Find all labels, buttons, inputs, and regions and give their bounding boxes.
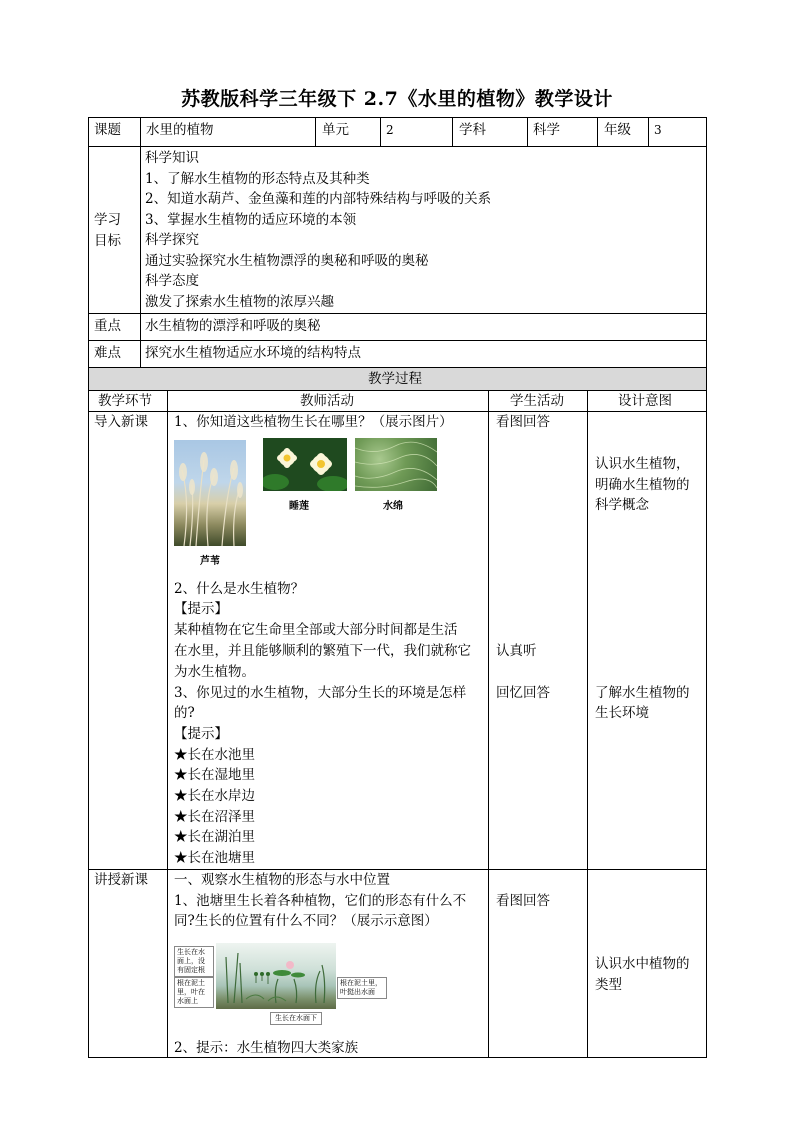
diagram-label-floating: 生长在水面上，没有固定根 [174, 946, 214, 977]
column-header-stage: 教学环节 [98, 393, 152, 409]
rule [587, 390, 588, 1058]
rule [140, 117, 141, 368]
column-header-intent: 设计意图 [618, 393, 672, 409]
definition-line: 为水生植物。 [174, 664, 255, 680]
student-activity: 认真听 [496, 643, 537, 659]
stage-teach: 讲授新课 [94, 872, 148, 888]
place-item: ★长在水岸边 [174, 788, 255, 804]
spirogyra-caption: 水绵 [383, 501, 403, 512]
design-intent: 了解水生植物的 [595, 685, 690, 701]
intro-question-3: 的? [174, 705, 195, 721]
rule [88, 117, 89, 1058]
place-item: ★长在沼泽里 [174, 809, 255, 825]
goals-label: 学习 [94, 212, 121, 228]
definition-line: 在水里，并且能够顺利的繁殖下一代，我们就称它 [174, 643, 471, 659]
place-item: ★长在湿地里 [174, 767, 255, 783]
definition-line: 某种植物在它生命里全部或大部分时间都是生活 [174, 622, 458, 638]
goal-line: 科学知识 [145, 150, 199, 166]
rule [88, 313, 707, 314]
goal-line: 科学探究 [145, 232, 199, 248]
goal-line: 2、知道水葫芦、金鱼藻和莲的内部特殊结构与呼吸的关系 [145, 191, 492, 207]
grade-label: 年级 [604, 122, 631, 138]
column-header-student: 学生活动 [510, 393, 564, 409]
rule [706, 117, 707, 1058]
design-intent: 生长环境 [595, 705, 649, 721]
goal-line: 激发了探索水生植物的浓厚兴趣 [145, 294, 334, 310]
goal-line: 1、了解水生植物的形态特点及其种类 [145, 171, 370, 187]
student-activity: 看图回答 [496, 414, 550, 430]
hint-label: 【提示】 [174, 601, 228, 617]
document-title: 苏教版科学三年级下 2.7《水里的植物》教学设计 [181, 88, 613, 110]
place-item: ★长在水池里 [174, 747, 255, 763]
rule [88, 340, 707, 341]
unit-value: 2 [386, 123, 394, 137]
difficulty-label: 难点 [94, 345, 121, 361]
water-lily-photo [263, 438, 347, 491]
goals-label: 目标 [94, 233, 121, 249]
rule [452, 117, 453, 147]
goal-line: 3、掌握水生植物的适应环境的本领 [145, 212, 357, 228]
topic-value: 水里的植物 [146, 122, 214, 138]
teach-question-1: 1、池塘里生长着各种植物，它们的形态有什么不 [174, 893, 467, 909]
design-intent: 认识水中植物的 [595, 956, 690, 972]
rule [648, 117, 649, 147]
rule [167, 390, 168, 1058]
stage-intro: 导入新课 [94, 414, 148, 430]
water-lily-caption: 睡莲 [289, 501, 309, 512]
grade-value: 3 [654, 123, 662, 137]
intro-question-1: 1、你知道这些植物生长在哪里？（展示图片） [174, 414, 453, 430]
subject-label: 学科 [459, 122, 486, 138]
reed-caption: 芦苇 [200, 556, 220, 567]
teach-question-1: 同?生长的位置有什么不同？（展示示意图） [174, 913, 438, 929]
topic-label: 课题 [94, 122, 121, 138]
teach-section-title: 一、观察水生植物的形态与水中位置 [174, 872, 390, 888]
rule [88, 146, 707, 147]
diagram-label-emergent: 根在泥土里，叶挺出水面 [337, 977, 387, 999]
pond-diagram [216, 943, 336, 1009]
teach-question-2: 2、提示：水生植物四大类家族 [174, 1040, 359, 1056]
reed-photo [174, 440, 246, 546]
rule [88, 117, 707, 118]
student-activity: 看图回答 [496, 893, 550, 909]
process-header: 教学过程 [368, 371, 422, 387]
place-item: ★长在湖泊里 [174, 829, 255, 845]
design-intent: 类型 [595, 977, 622, 993]
goal-line: 科学态度 [145, 273, 199, 289]
hint-label: 【提示】 [174, 726, 228, 742]
goal-line: 通过实验探究水生植物漂浮的奥秘和呼吸的奥秘 [145, 253, 429, 269]
rule [488, 390, 489, 1058]
column-header-teacher: 教师活动 [300, 393, 354, 409]
intro-question-3: 3、你见过的水生植物，大部分生长的环境是怎样 [174, 685, 467, 701]
design-intent: 科学概念 [595, 497, 649, 513]
key-point-label: 重点 [94, 318, 121, 334]
spirogyra-photo [355, 438, 437, 491]
design-intent: 明确水生植物的 [595, 477, 690, 493]
student-activity: 回忆回答 [496, 685, 550, 701]
unit-label: 单元 [322, 122, 349, 138]
design-intent: 认识水生植物， [595, 456, 690, 472]
rule [315, 117, 316, 147]
diagram-label-floating-leaf: 根在泥土里，叶在水面上 [174, 977, 214, 1008]
difficulty-text: 探究水生植物适应水环境的结构特点 [145, 345, 361, 361]
rule [527, 117, 528, 147]
rule [597, 117, 598, 147]
subject-value: 科学 [533, 122, 560, 138]
intro-question-2: 2、什么是水生植物？ [174, 581, 305, 597]
diagram-label-submerged: 生长在水面下 [270, 1012, 322, 1025]
rule [88, 390, 707, 391]
place-item: ★长在池塘里 [174, 850, 255, 866]
key-point-text: 水生植物的漂浮和呼吸的奥秘 [145, 318, 321, 334]
rule [380, 117, 381, 147]
